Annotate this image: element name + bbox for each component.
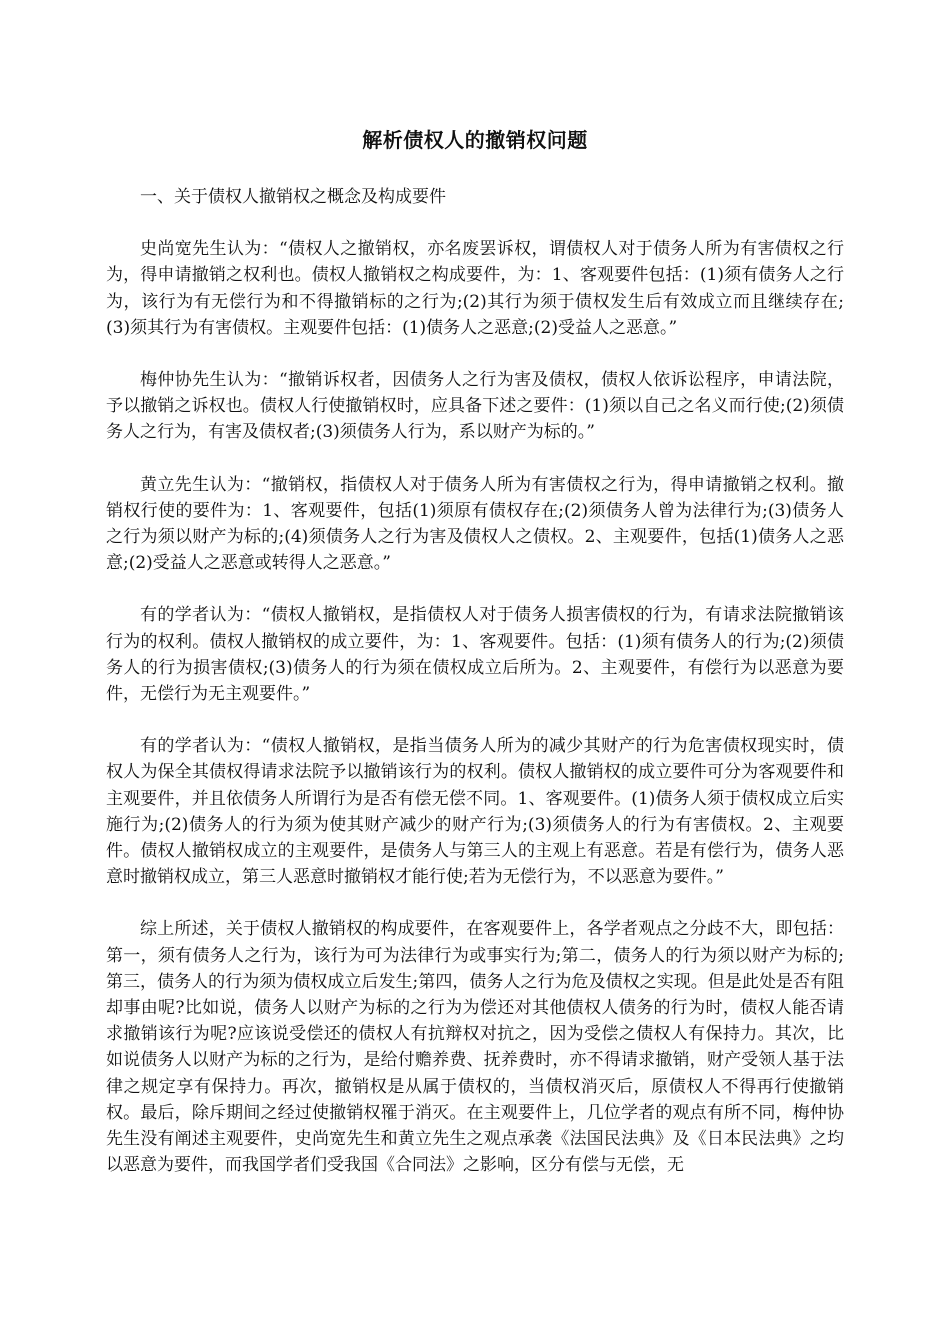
document-body	[106, 184, 844, 1205]
paragraph-summary: 综上所述，关于债权人撤销权的构成要件，在客观要件上，各学者观点之分歧不大，即包括：第一，须有债务人之行为，该行为可为法律行为或事实行为;第二，债务人的行为须以财产为标的;第三，债务人的行为须为债权成立后发生;第四，债务人之行为危及债权之实现。但是此处是否有阻却事由呢?比如说，债务人以财产为标的之行为为偿还对其他债权人债务的行为时，债权人能否请求撤销该行为呢?应该说受偿还的债权人有抗辩权对抗之，因为受偿之债权人有保持力。其次，比如说债务人以财产为标的之行为，是给付赡养费、抚养费时，亦不得请求撤销，财产受领人基于法律之规定享有保持力。再次，撤销权是从属于债权的，当债权消灭后，原债权人不得再行使撤销权。最后，除斥期间之经过使撤销权罹于消灭。在主观要件上，几位学者的观点有所不同，梅仲协先生没有阐述主观要件，史尚宽先生和黄立先生之观点承袭《法国民法典》及《日本民法典》之均以恶意为要件，而我国学者们受我国《合同法》之影响，区分有偿与无偿，无	[106, 919, 844, 1176]
paragraph-shi-shangkuan: 史尚宽先生认为：“债权人之撤销权，亦名废罢诉权，谓债权人对于债务人所为有害债权之行为，得申请撤销之权利也。债权人撤销权之构成要件，为：1、客观要件包括：(1)须有债务人之行为，该行为有无偿行为和不得撤销标的之行为;(2)其行为须于债权发生后有效成立而且继续存在;(3)须其行为有害债权。主观要件包括：(1)债务人之恶意;(2)受益人之恶意。”	[106, 239, 844, 338]
section-heading: 一、关于债权人撤销权之概念及构成要件	[140, 187, 446, 207]
paragraph-huang-li: 黄立先生认为：“撤销权，指债权人对于债务人所为有害债权之行为，得申请撤销之权利。撤销权行使的要件为：1、客观要件，包括(1)须原有债权存在;(2)须债务人曾为法律行为;(3)债务人之行为须以财产为标的;(4)须债务人之行为害及债权人之债权。2、主观要件，包括(1)债务人之恶意;(2)受益人之恶意或转得人之恶意。”	[106, 474, 844, 574]
paragraph-mei-zhongxie: 梅仲协先生认为：“撤销诉权者，因债务人之行为害及债权，债权人依诉讼程序，申请法院，予以撤销之诉权也。债权人行使撤销权时，应具备下述之要件：(1)须以自己之名义而行使;(2)须债务人之行为，有害及债权者;(3)须债务人行为，系以财产为标的。”	[106, 370, 844, 443]
document-title: 解析债权人的撤销权问题	[362, 128, 588, 152]
paragraph-scholar-1: 有的学者认为：“债权人撤销权，是指债权人对于债务人损害债权的行为，有请求法院撤销该行为的权利。债权人撤销权的成立要件，为：1、客观要件。包括：(1)须有债务人的行为;(2)须债务人的行为损害债权;(3)债务人的行为须在债权成立后所为。2、主观要件，有偿行为以恶意为要件，无偿行为无主观要件。”	[106, 605, 844, 705]
paragraph-scholar-2: 有的学者认为：“债权人撤销权，是指当债务人所为的减少其财产的行为危害债权现实时，债权人为保全其债权得请求法院予以撤销该行为的权利。债权人撤销权的成立要件可分为客观要件和主观要件，并且依债务人所谓行为是否有偿无偿不同。1、客观要件。(1)债务人须于债权成立后实施行为;(2)债务人的行为须为使其财产减少的财产行为;(3)须债务人的行为有害债权。2、主观要件。债权人撤销权成立的主观要件，是债务人与第三人的主观上有恶意。若是有偿行为，债务人恶意时撤销权成立，第三人恶意时撤销权才能行使;若为无偿行为，不以恶意为要件。”	[106, 736, 844, 888]
